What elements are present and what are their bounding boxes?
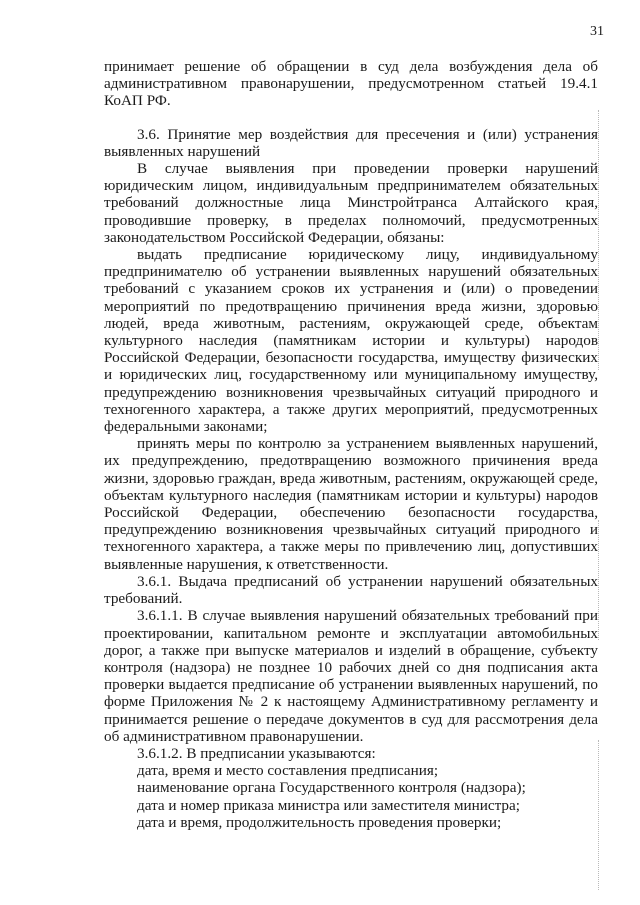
list-item-date-place: дата, время и место составления предписания;	[137, 762, 439, 780]
scan-edge-mark	[598, 110, 600, 370]
page-number: 31	[590, 24, 604, 39]
paragraph-take-measures: принять меры по контролю за устранением выявленных нарушений, их предупреждению, предотвращению возможного причинения вреда жизни, здоровью граждан, вреда животным, растениям, окружающей среде, объектам культурного наследия (памятникам истории и культуры) народов Российской Федерации, обеспечению безопасности государства, предупреждению возникновения чрезвычайных ситуаций природного и техногенного характера, а также меры по привлечению лиц, допустивших выявленные нарушения, к ответственности.	[104, 435, 598, 573]
paragraph-3-6-1-1: 3.6.1.1. В случае выявления нарушений обязательных требований при проектировании, капитальном ремонте и эксплуатации автомобильных дорог, а также при выпуске материалов и изделий в обращение, субъекту контроля (надзора) не позднее 10 рабочих дней со дня подписания акта проверки выдается предписание об устранении выявленных нарушений, по форме Приложения № 2 к настоящему Административному регламенту и принимается решение о передаче документов в суд для рассмотрения дела об административном правонарушении.	[104, 607, 598, 745]
list-item-inspection-duration: дата и время, продолжительность проведения проверки;	[137, 813, 502, 831]
section-heading-3-6-1: 3.6.1. Выдача предписаний об устранении нарушений обязательных требований.	[104, 572, 598, 608]
paragraph-3-6-1-2: 3.6.1.2. В предписании указываются:	[137, 744, 376, 762]
list-item-authority-name: наименование органа Государственного контроля (надзора);	[137, 779, 526, 797]
paragraph-issue-prescription: выдать предписание юридическому лицу, индивидуальному предпринимателю об устранении выявленных нарушений обязательных требований с указанием сроков их устранения и (или) о проведении мероприятий по предотвращению причинения вреда жизни, здоровью людей, вреда животным, растениям, окружающей среде, объектам культурного наследия (памятникам истории и культуры) народов Российской Федерации, безопасности государства, имуществу физических и юридических лиц, государственному или муниципальному имуществу, предупреждению возникновения чрезвычайных ситуаций природного и техногенного характера, а также других мероприятий, предусмотренных федеральными законами;	[104, 246, 598, 436]
scan-edge-mark	[598, 520, 600, 640]
scan-edge-mark	[598, 740, 600, 890]
paragraph-continuation: принимает решение об обращении в суд дела возбуждения дела об административном правонарушении, предусмотренном статьей 19.4.1 КоАП РФ.	[104, 58, 598, 110]
list-item-order-number: дата и номер приказа министра или заместителя министра;	[137, 796, 520, 814]
paragraph-obligations-intro: В случае выявления при проведении проверки нарушений юридическим лицом, индивидуальным предпринимателем обязательных требований должностные лица Минстройтранса Алтайского края, проводившие проверку, в пределах полномочий, предусмотренных законодательством Российской Федерации, обязаны:	[104, 160, 598, 246]
document-body	[104, 58, 598, 831]
section-heading-3-6: 3.6. Принятие мер воздействия для пресечения и (или) устранения выявленных нарушений	[104, 125, 598, 160]
